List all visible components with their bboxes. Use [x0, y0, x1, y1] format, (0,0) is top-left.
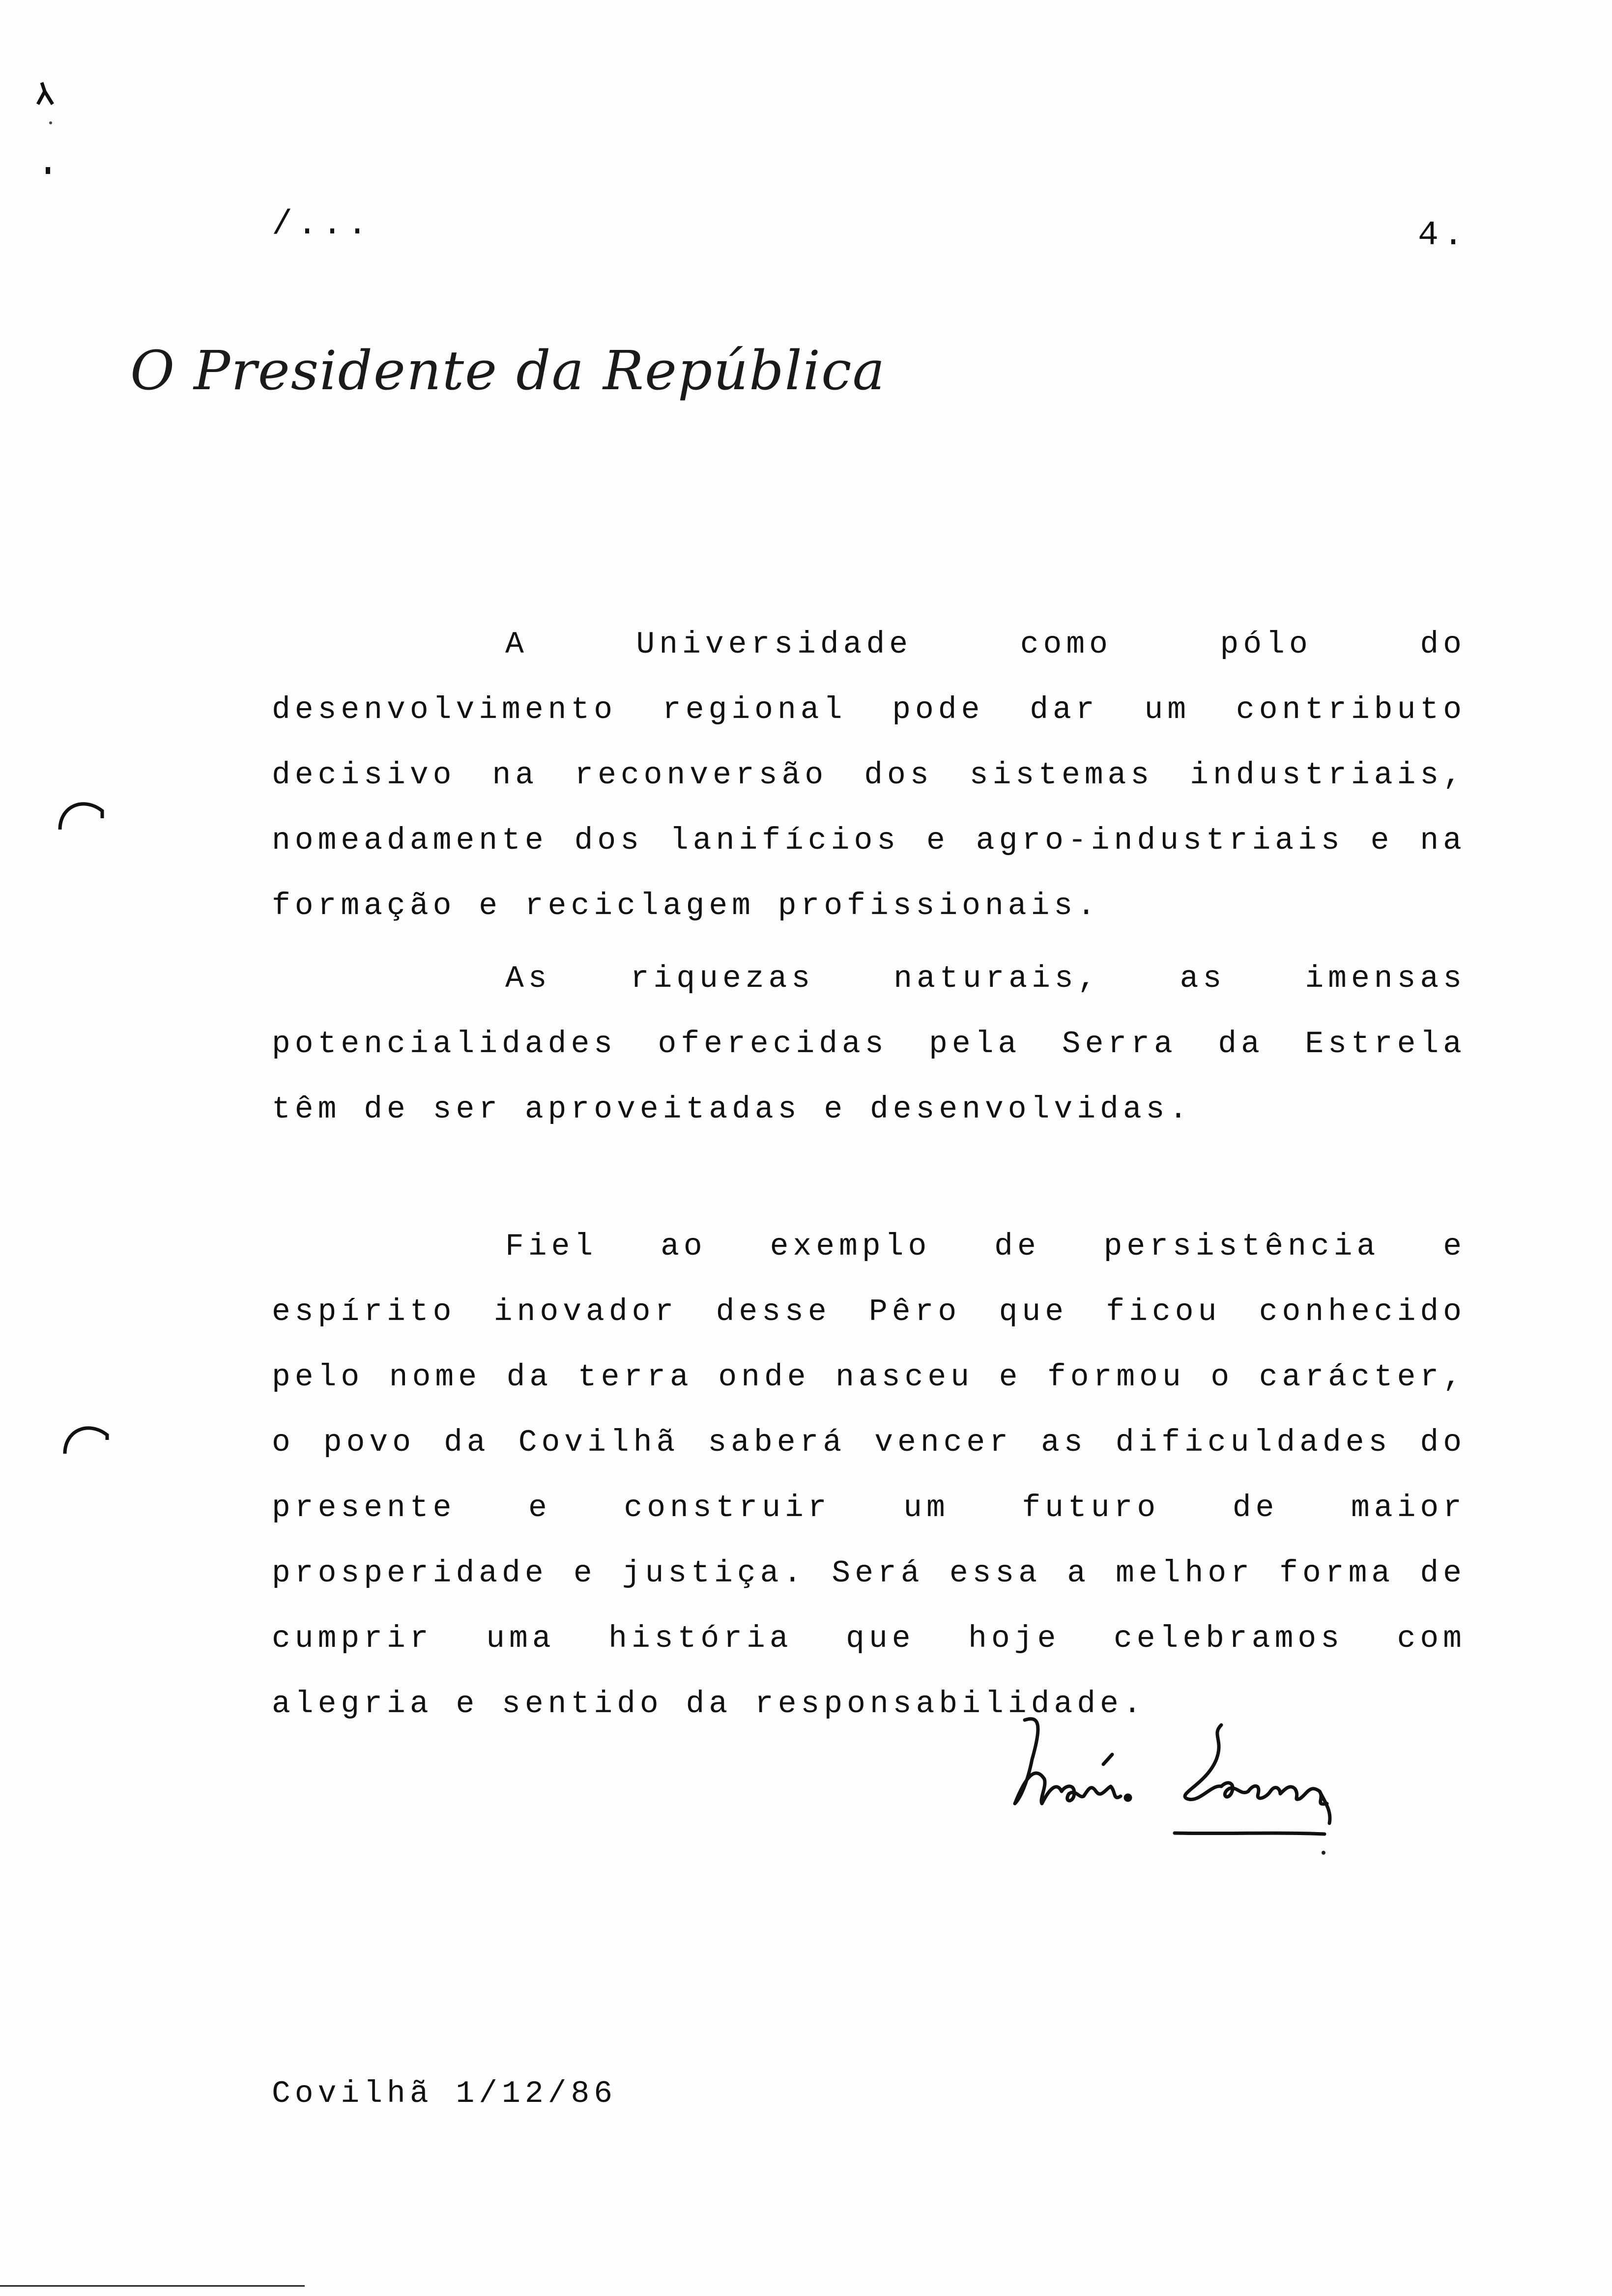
paragraph: Fiel ao exemplo de persistência e espírito inovador desse Pêro que ficou conhecido pelo nome da terra onde nasceu e formou o carácter, o povo da Covilhã saberá vencer as dificuldades do presente e construir um futuro de maior prosperidade e justiça. Será essa a melhor forma de cumprir uma história que hoje celebramos com alegria e sentido da responsabilidade. — [272, 1229, 1466, 1722]
handwritten-signature — [1005, 1705, 1349, 1867]
paragraph: As riquezas naturais, as imensas potencialidades oferecidas pela Serra da Estrela têm de ser aproveitadas e desenvolvidas. — [272, 961, 1466, 1127]
paragraph: A Universidade como pólo do desenvolvimento regional pode dar um contributo decisivo na reconversão dos sistemas industriais, nomeadamente dos lanifícios e agro-industriais e na formação e reciclagem profissionais. — [272, 627, 1466, 923]
punch-hole-mark — [59, 1415, 113, 1460]
continuation-marker: /... — [272, 205, 373, 244]
place-date: Covilhã 1/12/86 — [272, 2076, 617, 2111]
scan-edge-line — [0, 2285, 305, 2287]
page-number: 4. — [1418, 216, 1468, 255]
punch-hole-mark — [54, 791, 108, 835]
margin-mark — [27, 74, 66, 187]
letterhead-title: O Presidente da República — [130, 339, 886, 402]
